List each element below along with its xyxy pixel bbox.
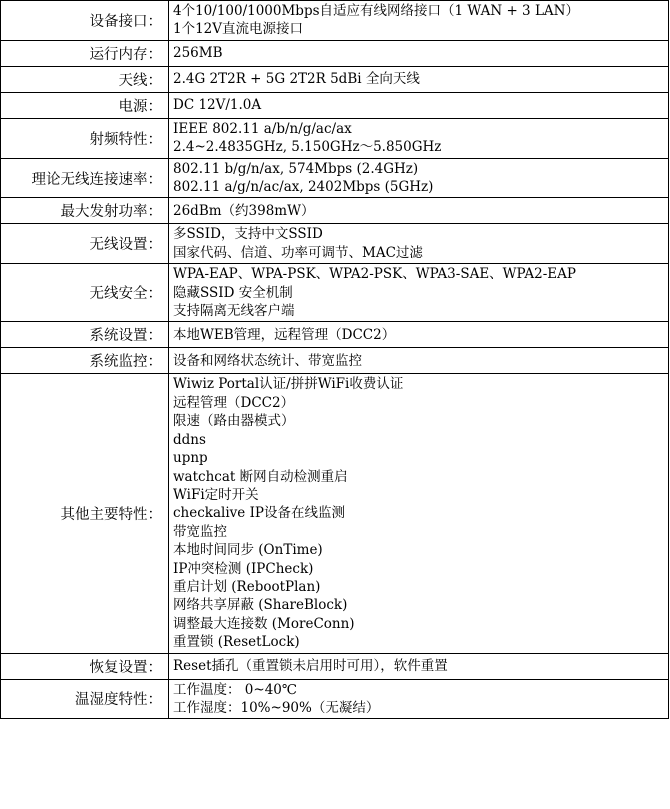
spec-value [169, 1, 669, 41]
spec-row [1, 198, 669, 224]
spec-key: 理论无线连接速率： [1, 158, 169, 198]
spec-value [169, 198, 669, 224]
spec-value-line: checkalive IP设备在线监测 [173, 505, 345, 522]
spec-table-body [1, 1, 669, 719]
spec-value-line: 802.11 b/g/n/ax, 574Mbps (2.4GHz) [173, 160, 419, 177]
spec-key: 其他主要特性： [1, 374, 169, 653]
spec-value-line: 远程管理（DCC2） [173, 394, 295, 411]
spec-key: 系统监控： [1, 348, 169, 374]
spec-value-line: 工作湿度：10%~90%（无凝结） [173, 699, 380, 716]
spec-key: 最大发射功率： [1, 198, 169, 224]
spec-row [1, 374, 669, 653]
spec-row [1, 653, 669, 679]
spec-value [169, 40, 669, 66]
spec-value-line: 1个12V直流电源接口 [173, 21, 304, 38]
spec-value-line: IEEE 802.11 a/b/n/g/ac/ax [173, 120, 352, 137]
spec-value-line: watchcat 断网自动检测重启 [173, 468, 348, 485]
spec-value-line: 256MB [173, 45, 223, 62]
spec-value-line: ddns [173, 431, 206, 448]
spec-value-line: 多SSID，支持中文SSID [173, 226, 323, 243]
spec-value [169, 66, 669, 92]
spec-value [169, 92, 669, 118]
spec-key: 电源： [1, 92, 169, 118]
spec-value-line: WPA-EAP、WPA-PSK、WPA2-PSK、WPA3-SAE、WPA2-EAP [173, 266, 576, 283]
spec-value-line: 2.4G 2T2R + 5G 2T2R 5dBi 全向天线 [173, 71, 420, 88]
spec-value [169, 264, 669, 322]
spec-value-line: 26dBm（约398mW） [173, 202, 315, 219]
spec-value [169, 348, 669, 374]
spec-value [169, 653, 669, 679]
spec-row [1, 348, 669, 374]
spec-key: 恢复设置： [1, 653, 169, 679]
spec-row [1, 679, 669, 719]
spec-row [1, 224, 669, 264]
spec-value-line: 带宽监控 [173, 523, 227, 540]
spec-value-line: 设备和网络状态统计、带宽监控 [173, 352, 362, 369]
spec-value-line: 国家代码、信道、功率可调节、MAC过滤 [173, 244, 423, 261]
spec-key: 无线设置： [1, 224, 169, 264]
spec-key: 系统设置： [1, 322, 169, 348]
spec-value-line: 工作温度： 0~40℃ [173, 681, 297, 698]
spec-value [169, 224, 669, 264]
spec-row [1, 118, 669, 158]
spec-value [169, 322, 669, 348]
spec-value-line: Wiwiz Portal认证/拼拼WiFi收费认证 [173, 376, 404, 393]
spec-value-line: 本地时间同步 (OnTime) [173, 542, 323, 559]
spec-value-line: upnp [173, 450, 208, 467]
spec-value [169, 118, 669, 158]
spec-key: 无线安全： [1, 264, 169, 322]
spec-value-line: 重置锁 (ResetLock) [173, 634, 300, 651]
spec-value-line: IP冲突检测 (IPCheck) [173, 560, 314, 577]
spec-value-line: 4个10/100/1000Mbps自适应有线网络接口（1 WAN + 3 LAN） [173, 3, 579, 19]
spec-value-line: 调整最大连接数 (MoreConn) [173, 615, 355, 632]
spec-key: 射频特性： [1, 118, 169, 158]
spec-row [1, 322, 669, 348]
spec-row [1, 66, 669, 92]
spec-value-line: 2.4~2.4835GHz, 5.150GHz～5.850GHz [173, 139, 442, 156]
spec-value [169, 374, 669, 653]
spec-key: 设备接口： [1, 1, 169, 41]
spec-row [1, 92, 669, 118]
spec-value-line: 重启计划 (RebootPlan) [173, 578, 321, 595]
spec-row [1, 158, 669, 198]
spec-value-line: 支持隔离无线客户端 [173, 303, 295, 320]
spec-value-line: WiFi定时开关 [173, 486, 259, 503]
spec-key: 温湿度特性： [1, 679, 169, 719]
spec-value-line: 本地WEB管理，远程管理（DCC2） [173, 326, 396, 343]
spec-row [1, 40, 669, 66]
spec-value-line: 802.11 a/g/n/ac/ax, 2402Mbps (5GHz) [173, 179, 434, 196]
spec-value-line: 隐藏SSID 安全机制 [173, 284, 293, 301]
spec-value [169, 679, 669, 719]
spec-value-line: 网络共享屏蔽 (ShareBlock) [173, 597, 348, 614]
spec-row [1, 264, 669, 322]
spec-row [1, 1, 669, 41]
spec-value-line: 限速（路由器模式） [173, 413, 295, 430]
spec-key: 运行内存： [1, 40, 169, 66]
spec-value [169, 158, 669, 198]
spec-value-line: Reset插孔（重置锁未启用时可用），软件重置 [173, 657, 448, 674]
spec-key: 天线： [1, 66, 169, 92]
spec-value-line: DC 12V/1.0A [173, 97, 262, 114]
